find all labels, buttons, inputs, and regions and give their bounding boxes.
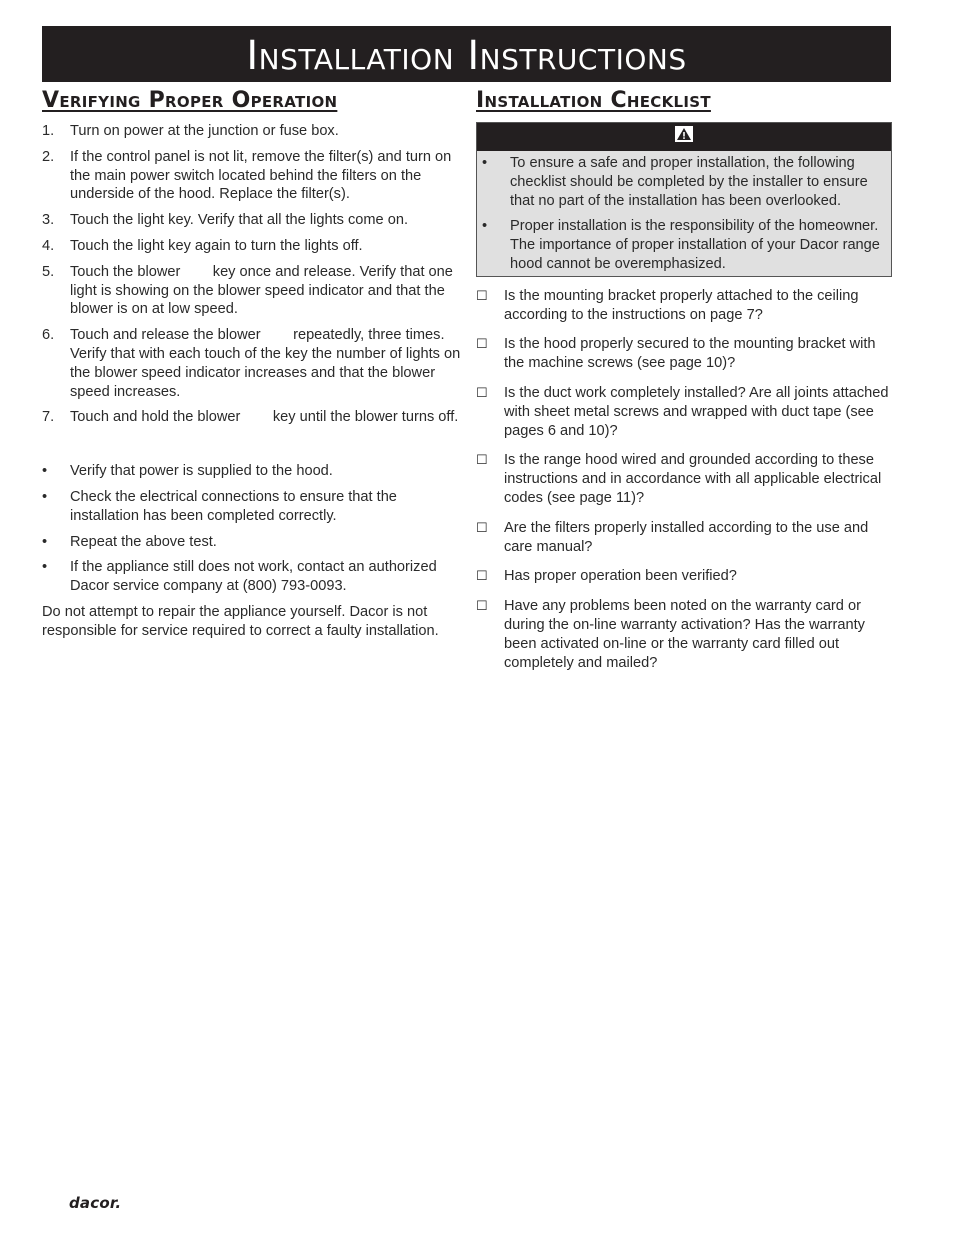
list-item [42,237,462,256]
bullet-text: Verify that power is supplied to the hood. [70,463,333,480]
list-item [42,263,462,319]
checklist-heading: Installation Checklist [476,88,711,113]
page-title: Installation Instructions [246,33,687,79]
warning-box [476,122,892,277]
bullet: • [42,463,48,480]
verify-steps-list [42,122,465,427]
step-text: Touch the blower key once and release. Verify that one light is showing on the blower speed indicator and that the blower is on at low speed. [70,263,457,318]
checklist-text: Has proper operation been verified? [504,568,737,585]
verify-section [42,86,465,641]
checkbox-icon: ☐ [476,336,488,352]
repair-note: Do not attempt to repair the appliance yourself. Dacor is not responsible for service required to correct a faulty installation. [42,603,439,639]
checklist-text: Is the hood properly secured to the mounting bracket with the machine screws (see page 10)? [504,336,876,372]
troubleshoot-list [42,462,462,596]
checkbox-icon: ☐ [476,568,488,584]
step-text: Turn on power at the junction or fuse box. [70,123,339,139]
bullet: • [42,559,48,576]
bullet: • [482,155,488,171]
checklist-text: Have any problems been noted on the warranty card or during the on-line warranty activation? Has the warranty been activated on-line or the warranty card filled out completely and mailed? [504,598,865,671]
bullet-text: Check the electrical connections to ensure that the installation has been completed correctly. [70,488,397,524]
list-item [42,148,462,204]
checkbox-icon: ☐ [476,598,488,614]
step-text: Touch the light key. Verify that all the lights come on. [70,212,408,229]
checklist-item [476,567,892,586]
checklist-text: Is the mounting bracket properly attached to the ceiling according to the instructions on page 7? [504,287,859,323]
list-item [42,462,462,481]
checklist-item [476,287,892,325]
step-number: 7. [42,409,55,426]
warning-text: To ensure a safe and proper installation, the following checklist should be completed by the installer to ensure that no part of the installation has been overlooked. [510,155,868,209]
checkbox-icon: ☐ [476,519,488,535]
list-item [42,326,465,401]
step-text: If the control panel is not lit, remove the filter(s) and turn on the main power switch located behind the filters on the underside of the hood. Replace the filter(s). [70,148,452,203]
checklist-item [476,597,892,672]
warning-header [477,123,891,151]
spacer [42,434,462,462]
list-item [42,558,462,596]
list-item [42,122,462,141]
dacor-logo: dacor. [69,1194,122,1212]
checklist-text: Are the filters properly installed according to the use and care manual? [504,519,869,555]
step-number: 6. [42,327,55,344]
warning-body [477,151,891,276]
step-text: Touch the light key again to turn the lights off. [70,237,363,254]
list-item [42,211,462,230]
checkbox-icon: ☐ [476,384,488,400]
checkbox-icon: ☐ [476,287,488,303]
list-item [482,154,885,210]
step-number: 5. [42,263,55,280]
step-number: 2. [42,148,55,165]
step-number: 4. [42,237,55,254]
step-number: 3. [42,212,55,229]
checklist-item [476,451,892,507]
list-item [42,408,462,427]
title-banner [42,26,891,82]
checklist-text: Is the duct work completely installed? Are all joints attached with sheet metal screws and wrapped with duct tape (see pages 6 and 10)? [504,384,889,439]
warning-text: Proper installation is the responsibility of the homeowner. The importance of proper installation of your Dacor range hood cannot be overemphasized. [510,218,880,272]
checklist-section [476,86,892,683]
checklist-item [476,519,892,557]
checklist-text: Is the range hood wired and grounded according to these instructions and in accordance with all applicable electrical codes (see page 11)? [504,452,882,506]
warning-triangle-icon [675,126,693,148]
bullet: • [42,533,48,550]
bullet: • [42,488,48,505]
bullet-text: If the appliance still does not work, contact an authorized Dacor service company at (800) 793-0093. [70,559,437,595]
list-item [42,488,462,526]
bullet: • [482,218,488,235]
verify-heading: Verifying Proper Operation [42,88,338,113]
checklist-item [476,335,892,373]
list-item [482,217,885,273]
checklist-items [476,287,892,673]
checklist-item [476,384,892,440]
step-text: Touch and release the blower repeatedly, three times. Verify that with each touch of the key the number of lights on the blower speed indicator increases and that the blower speed increases. [70,327,465,400]
checkbox-icon: ☐ [476,452,488,468]
list-item [42,533,462,552]
step-number: 1. [42,123,55,139]
bullet-text: Repeat the above test. [70,533,217,550]
step-text: Touch and hold the blower key until the blower turns off. [70,409,459,426]
